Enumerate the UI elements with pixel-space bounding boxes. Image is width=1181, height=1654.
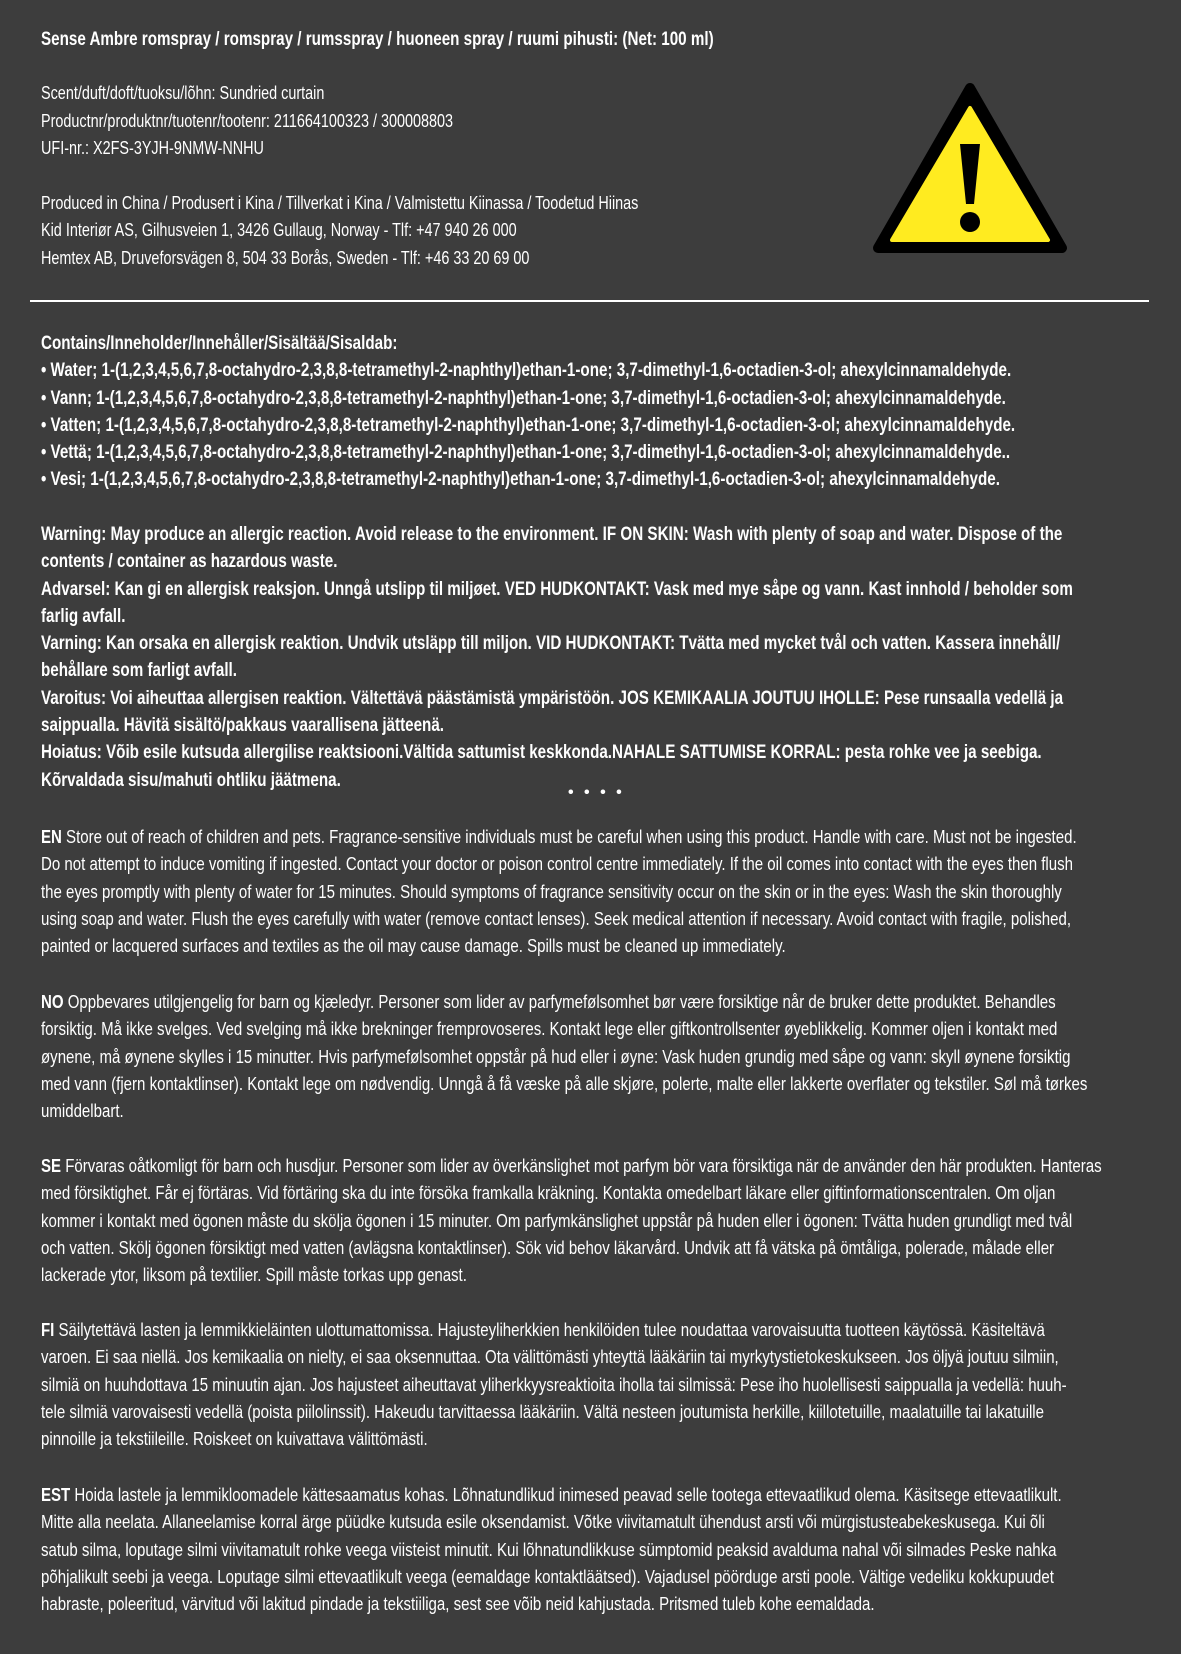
instruction-line: øynene, må øynene skylles i 15 minutter. Hvis parfymefølsomhet oppstår på hud eller i øyne: Vask huden grundig med såpe og vann: skyll øynene forsiktig	[41, 1045, 1071, 1067]
instruction-line: EN Store out of reach of children and pets. Fragrance-sensitive individuals must be careful when using this product. Handle with care. Must not be ingested.	[41, 826, 1077, 847]
warning-line: behållare som farligt avfall.	[41, 660, 237, 682]
instruction-line: med försiktighet. Får ej förtäras. Vid förtäring ska du inte försöka framkalla kräkning. Kontakta omedelbart läkare eller giftinformationscentralen. Om oljan	[41, 1182, 1056, 1204]
instruction-line: och vatten. Skölj ögonen försiktigt med vatten (avlägsna kontaktlinser). Sök vid behov läkarvård. Undvik att få vätska på ömtåliga, polerade, målade eller	[41, 1236, 1055, 1258]
instruction-line: painted or lacquered surfaces and textiles as the oil may cause damage. Spills must be cleaned up immediately.	[41, 935, 786, 957]
scent-line: Scent/duft/doft/tuoksu/lõhn: Sundried curtain	[41, 83, 325, 103]
ingredient-line: • Vesi; 1-(1,2,3,4,5,6,7,8-octahydro-2,3,8,8-tetramethyl-2-naphthyl)ethan-1-one; 3,7-dimethyl-1,6-octadien-3-ol; ahexylcinnamaldehyde.	[41, 469, 1000, 491]
language-code: FI	[41, 1319, 55, 1340]
ingredient-line: • Water; 1-(1,2,3,4,5,6,7,8-octahydro-2,3,8,8-tetramethyl-2-naphthyl)ethan-1-one; 3,7-dimethyl-1,6-octadien-3-ol; ahexylcinnamaldehyde.	[41, 360, 1012, 382]
instructions-fi	[41, 1316, 1067, 1452]
instruction-line: EST Hoida lastele ja lemmikloomadele kättesaamatus kohas. Lõhnatundlikud inimesed peavad selle tootega ettevaatlikud olema. Käsitsege ettevaatlikult.	[41, 1484, 1062, 1505]
product-title: Sense Ambre romspray / romspray / rumsspray / huoneen spray / ruumi pihusti: (Net: 100 ml)	[41, 29, 714, 50]
warning-line: saippualla. Hävitä sisältö/pakkaus vaarallisena jätteenä.	[41, 715, 445, 737]
ingredients-section	[41, 330, 1015, 494]
instructions-no	[41, 988, 1087, 1124]
instruction-line: umiddelbart.	[41, 1100, 124, 1122]
product-number-line: Productnr/produktnr/tuotenr/tootenr: 211664100323 / 300008803	[41, 110, 454, 131]
instructions-en	[41, 823, 1077, 959]
instruction-line: põhjalikult seebi ja veega. Loputage silmi ettevaatlikult veega (eemaldage kontaktläätsed). Vajadusel pöörduge arsti poole. Vältige vedeliku kokkupuudet	[41, 1565, 1054, 1587]
instruction-line: SE Förvaras oåtkomligt för barn och husdjur. Personer som lider av överkänslighet mot parfym bör vara försiktiga när de använder den här produkten. Hanteras	[41, 1155, 1102, 1176]
instruction-line: satub silma, loputage silmi viivitamatult rohke veega viisteist minutit. Kui lõhnatundlikkuse sümptomid peaksid avalduma nahal või silmades Peske nahka	[41, 1538, 1057, 1560]
warning-line: Warning: May produce an allergic reaction. Avoid release to the environment. IF ON SKIN: Wash with plenty of soap and water. Dispose of the	[41, 524, 1063, 545]
instruction-line: habraste, poleeritud, värvitud või lakitud pindade ja tekstiiliga, sest see võib neid kahjustada. Pritsmed tuleb kohe eemaldada.	[41, 1593, 875, 1615]
instruction-line: Mitte alla neelata. Allaneelamise korral ärge püüdke kutsuda esile oksendamist. Võtke viivitamatult ühendust arsti või mürgistusteabekeskusega. Kui õli	[41, 1511, 1045, 1533]
instruction-line: using soap and water. Flush the eyes carefully with water (remove contact lenses). Seek medical attention if necessary. Avoid contact with fragile, polished,	[41, 907, 1072, 929]
instruction-line: pinnoille ja tekstiileille. Roiskeet on kuivattava välittömästi.	[41, 1428, 428, 1450]
instruction-line: Do not attempt to induce vomiting if ingested. Contact your doctor or poison control centre immediately. If the oil comes into contact with the eyes then flush	[41, 853, 1073, 875]
instruction-line: NO Oppbevares utilgjengelig for barn og kjæledyr. Personer som lider av parfymefølsomhet bør være forsiktige når de bruker dette produktet. Behandles	[41, 991, 1056, 1012]
warning-line: Hoiatus: Võib esile kutsuda allergilise reaktsiooni.Vältida sattumist keskkonda.NAHALE SATTUMISE KORRAL: pesta rohke vee ja seebiga.	[41, 742, 1042, 764]
instruction-line: silmiä on huuhdottava 15 minuutin ajan. Jos hajusteet aiheuttavat yliherkkyysreaktioita iholla tai silmissä: Pese iho huolellisesti saippualla ja vedellä: huuh-	[41, 1373, 1067, 1395]
warning-line: Kõrvaldada sisu/mahuti ohtliku jäätmena.	[41, 769, 341, 791]
instruction-line: med vann (fjern kontaktlinser). Kontakt lege om nødvendig. Unngå å få væske på alle skjøre, polerte, malte eller lakkerte overflater og tekstiler. Søl må tørkes	[41, 1072, 1088, 1094]
instruction-line: tele silmiä varovaisesti vedellä (poista piilolinssit). Hakeudu tarvittaessa lääkäriin. Vältä nesteen joutumista herkille, kiillotetuille, maalatuille tai lakatuille	[41, 1400, 1044, 1422]
ingredient-line: • Vettä; 1-(1,2,3,4,5,6,7,8-octahydro-2,3,8,8-tetramethyl-2-naphthyl)ethan-1-one; 3,7-dimethyl-1,6-octadien-3-ol; ahexylcinnamaldehyde..	[41, 442, 1011, 464]
instruction-line: varoen. Ei saa niellä. Jos kemikaalia on nielty, ei saa oksennuttaa. Ota välittömästi yhteyttä lääkäriin tai myrkytystietokeskukseen. Jos öljyä joutuu silmiin,	[41, 1346, 1059, 1368]
dot-separator: • • • •	[568, 784, 625, 801]
language-code: EN	[41, 826, 62, 847]
company-norway-line: Kid Interiør AS, Gilhusveien 1, 3426 Gullaug, Norway - Tlf: +47 940 26 000	[41, 220, 517, 240]
warning-line: farlig avfall.	[41, 605, 126, 627]
product-header	[41, 26, 714, 272]
ingredients-heading: Contains/Inneholder/Innehåller/Sisältää/Sisaldab:	[41, 333, 398, 354]
section-divider	[30, 300, 1149, 302]
language-code: SE	[41, 1155, 62, 1176]
instructions-est	[41, 1481, 1062, 1617]
hazard-warnings-section	[41, 521, 1073, 794]
ufi-line: UFI-nr.: X2FS-3YJH-9NMW-NNHU	[41, 138, 264, 158]
language-code: EST	[41, 1484, 71, 1505]
instructions-se	[41, 1152, 1102, 1288]
instruction-line: forsiktig. Må ikke svelges. Ved svelging må ikke brekninger fremprovoseres. Kontakt lege eller giftkontrollsenter øyeblikkelig. Kommer oljen i kontakt med	[41, 1018, 1058, 1040]
exclamation-warning-triangle-icon	[872, 82, 1068, 256]
instruction-line: FI Säilytettävä lasten ja lemmikkieläinten ulottumattomissa. Hajusteyliherkkien henkilöiden tulee noudattaa varovaisuutta tuotteen käytössä. Käsiteltävä	[41, 1319, 1045, 1340]
origin-line: Produced in China / Produsert i Kina / Tillverkat i Kina / Valmistettu Kiinassa / Toodetud Hiinas	[41, 192, 639, 213]
warning-line: Varning: Kan orsaka en allergisk reaktion. Undvik utsläpp till miljon. VID HUDKONTAKT: Tvätta med mycket tvål och vatten. Kassera innehåll/	[41, 633, 1061, 655]
instruction-line: the eyes promptly with plenty of water for 15 minutes. Should symptoms of fragrance sensitivity occur on the skin or in the eyes: Wash the skin thoroughly	[41, 880, 1062, 902]
ingredient-line: • Vatten; 1-(1,2,3,4,5,6,7,8-octahydro-2,3,8,8-tetramethyl-2-naphthyl)ethan-1-one; 3,7-dimethyl-1,6-octadien-3-ol; ahexylcinnamaldehyde.	[41, 414, 1016, 436]
warning-line: contents / container as hazardous waste.	[41, 551, 338, 573]
language-code: NO	[41, 991, 64, 1012]
company-sweden-line: Hemtex AB, Druveforsvägen 8, 504 33 Borås, Sweden - Tlf: +46 33 20 69 00	[41, 247, 530, 268]
warning-line: Varoitus: Voi aiheuttaa allergisen reaktion. Vältettävä päästämistä ympäristöön. JOS KEMIKAALIA JOUTUU IHOLLE: Pese runsaalla vedellä ja	[41, 687, 1064, 709]
instruction-line: lackerade ytor, liksom på textilier. Spill måste torkas upp genast.	[41, 1264, 467, 1286]
instruction-line: kommer i kontakt med ögonen måste du skölja ögonen i 15 minuter. Om parfymkänslighet uppstår på huden eller i ögonen: Tvätta huden grundligt med tvål	[41, 1209, 1073, 1231]
ingredient-line: • Vann; 1-(1,2,3,4,5,6,7,8-octahydro-2,3,8,8-tetramethyl-2-naphthyl)ethan-1-one; 3,7-dimethyl-1,6-octadien-3-ol; ahexylcinnamaldehyde.	[41, 387, 1006, 409]
warning-line: Advarsel: Kan gi en allergisk reaksjon. Unngå utslipp til miljøet. VED HUDKONTAKT: Vask med mye såpe og vann. Kast innhold / beholder som	[41, 578, 1073, 600]
